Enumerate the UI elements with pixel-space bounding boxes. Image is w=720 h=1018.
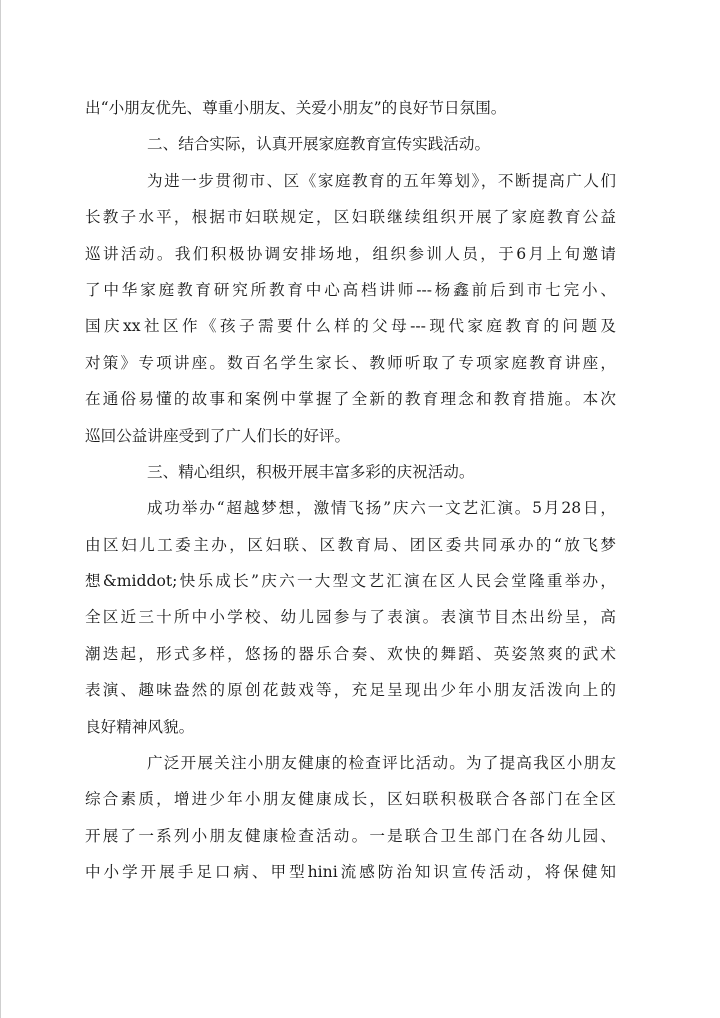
text-line: 二、结合实际，认真开展家庭教育宣传实践活动。 bbox=[147, 135, 491, 154]
text-line: 开展了一系列小朋友健康检查活动。一是联合卫生部门在各幼儿园、 bbox=[85, 826, 616, 845]
text-line: 了中华家庭教育研究所教育中心高档讲师---杨鑫前后到市七完小、 bbox=[85, 280, 616, 299]
text-line: 想&middot;快乐成长”庆六一大型文艺汇演在区人民会堂隆重举办， bbox=[85, 572, 616, 591]
text-line: 由区妇儿工委主办，区妇联、区教育局、团区委共同承办的“放飞梦 bbox=[85, 535, 616, 554]
text-line: 广泛开展关注小朋友健康的检查评比活动。为了提高我区小朋友 bbox=[147, 754, 616, 773]
text-line: 全区近三十所中小学校、幼儿园参与了表演。表演节目杰出纷呈，高 bbox=[85, 608, 616, 627]
text-line: 表演、趣味盎然的原创花鼓戏等，充足呈现出少年小朋友活泼向上的 bbox=[85, 681, 616, 700]
text-line: 中小学开展手足口病、甲型hini流感防治知识宣传活动，将保健知 bbox=[85, 863, 616, 882]
text-line: 潮迭起，形式多样，悠扬的器乐合奏、欢快的舞蹈、英姿煞爽的武术 bbox=[85, 644, 616, 663]
text-line: 综合素质，增进少年小朋友健康成长，区妇联积极联合各部门在全区 bbox=[85, 790, 616, 809]
text-line: 为进一步贯彻市、区《家庭教育的五年筹划》，不断提高广人们 bbox=[147, 171, 616, 190]
text-line: 出“小朋友优先、尊重小朋友、关爱小朋友”的良好节日氛围。 bbox=[85, 99, 507, 117]
text-line: 长教子水平，根据市妇联规定，区妇联继续组织开展了家庭教育公益 bbox=[85, 208, 616, 227]
text-line: 巡回公益讲座受到了广人们长的好评。 bbox=[85, 426, 351, 445]
body-text bbox=[85, 90, 616, 891]
text-line: 国庆xx社区作《孩子需要什么样的父母---现代家庭教育的问题及 bbox=[85, 317, 616, 336]
text-line: 在通俗易懂的故事和案例中掌握了全新的教育理念和教育措施。本次 bbox=[85, 390, 616, 409]
text-line: 巡讲活动。我们积极协调安排场地，组织参训人员，于6月上旬邀请 bbox=[85, 244, 616, 263]
text-line: 成功举办“超越梦想，激情飞扬”庆六一文艺汇演。5月28日， bbox=[147, 499, 616, 518]
text-line: 三、精心组织，积极开展丰富多彩的庆祝活动。 bbox=[147, 462, 475, 481]
text-line: 良好精神风貌。 bbox=[85, 717, 195, 736]
text-line: 对策》专项讲座。数百名学生家长、教师听取了专项家庭教育讲座， bbox=[85, 353, 616, 372]
